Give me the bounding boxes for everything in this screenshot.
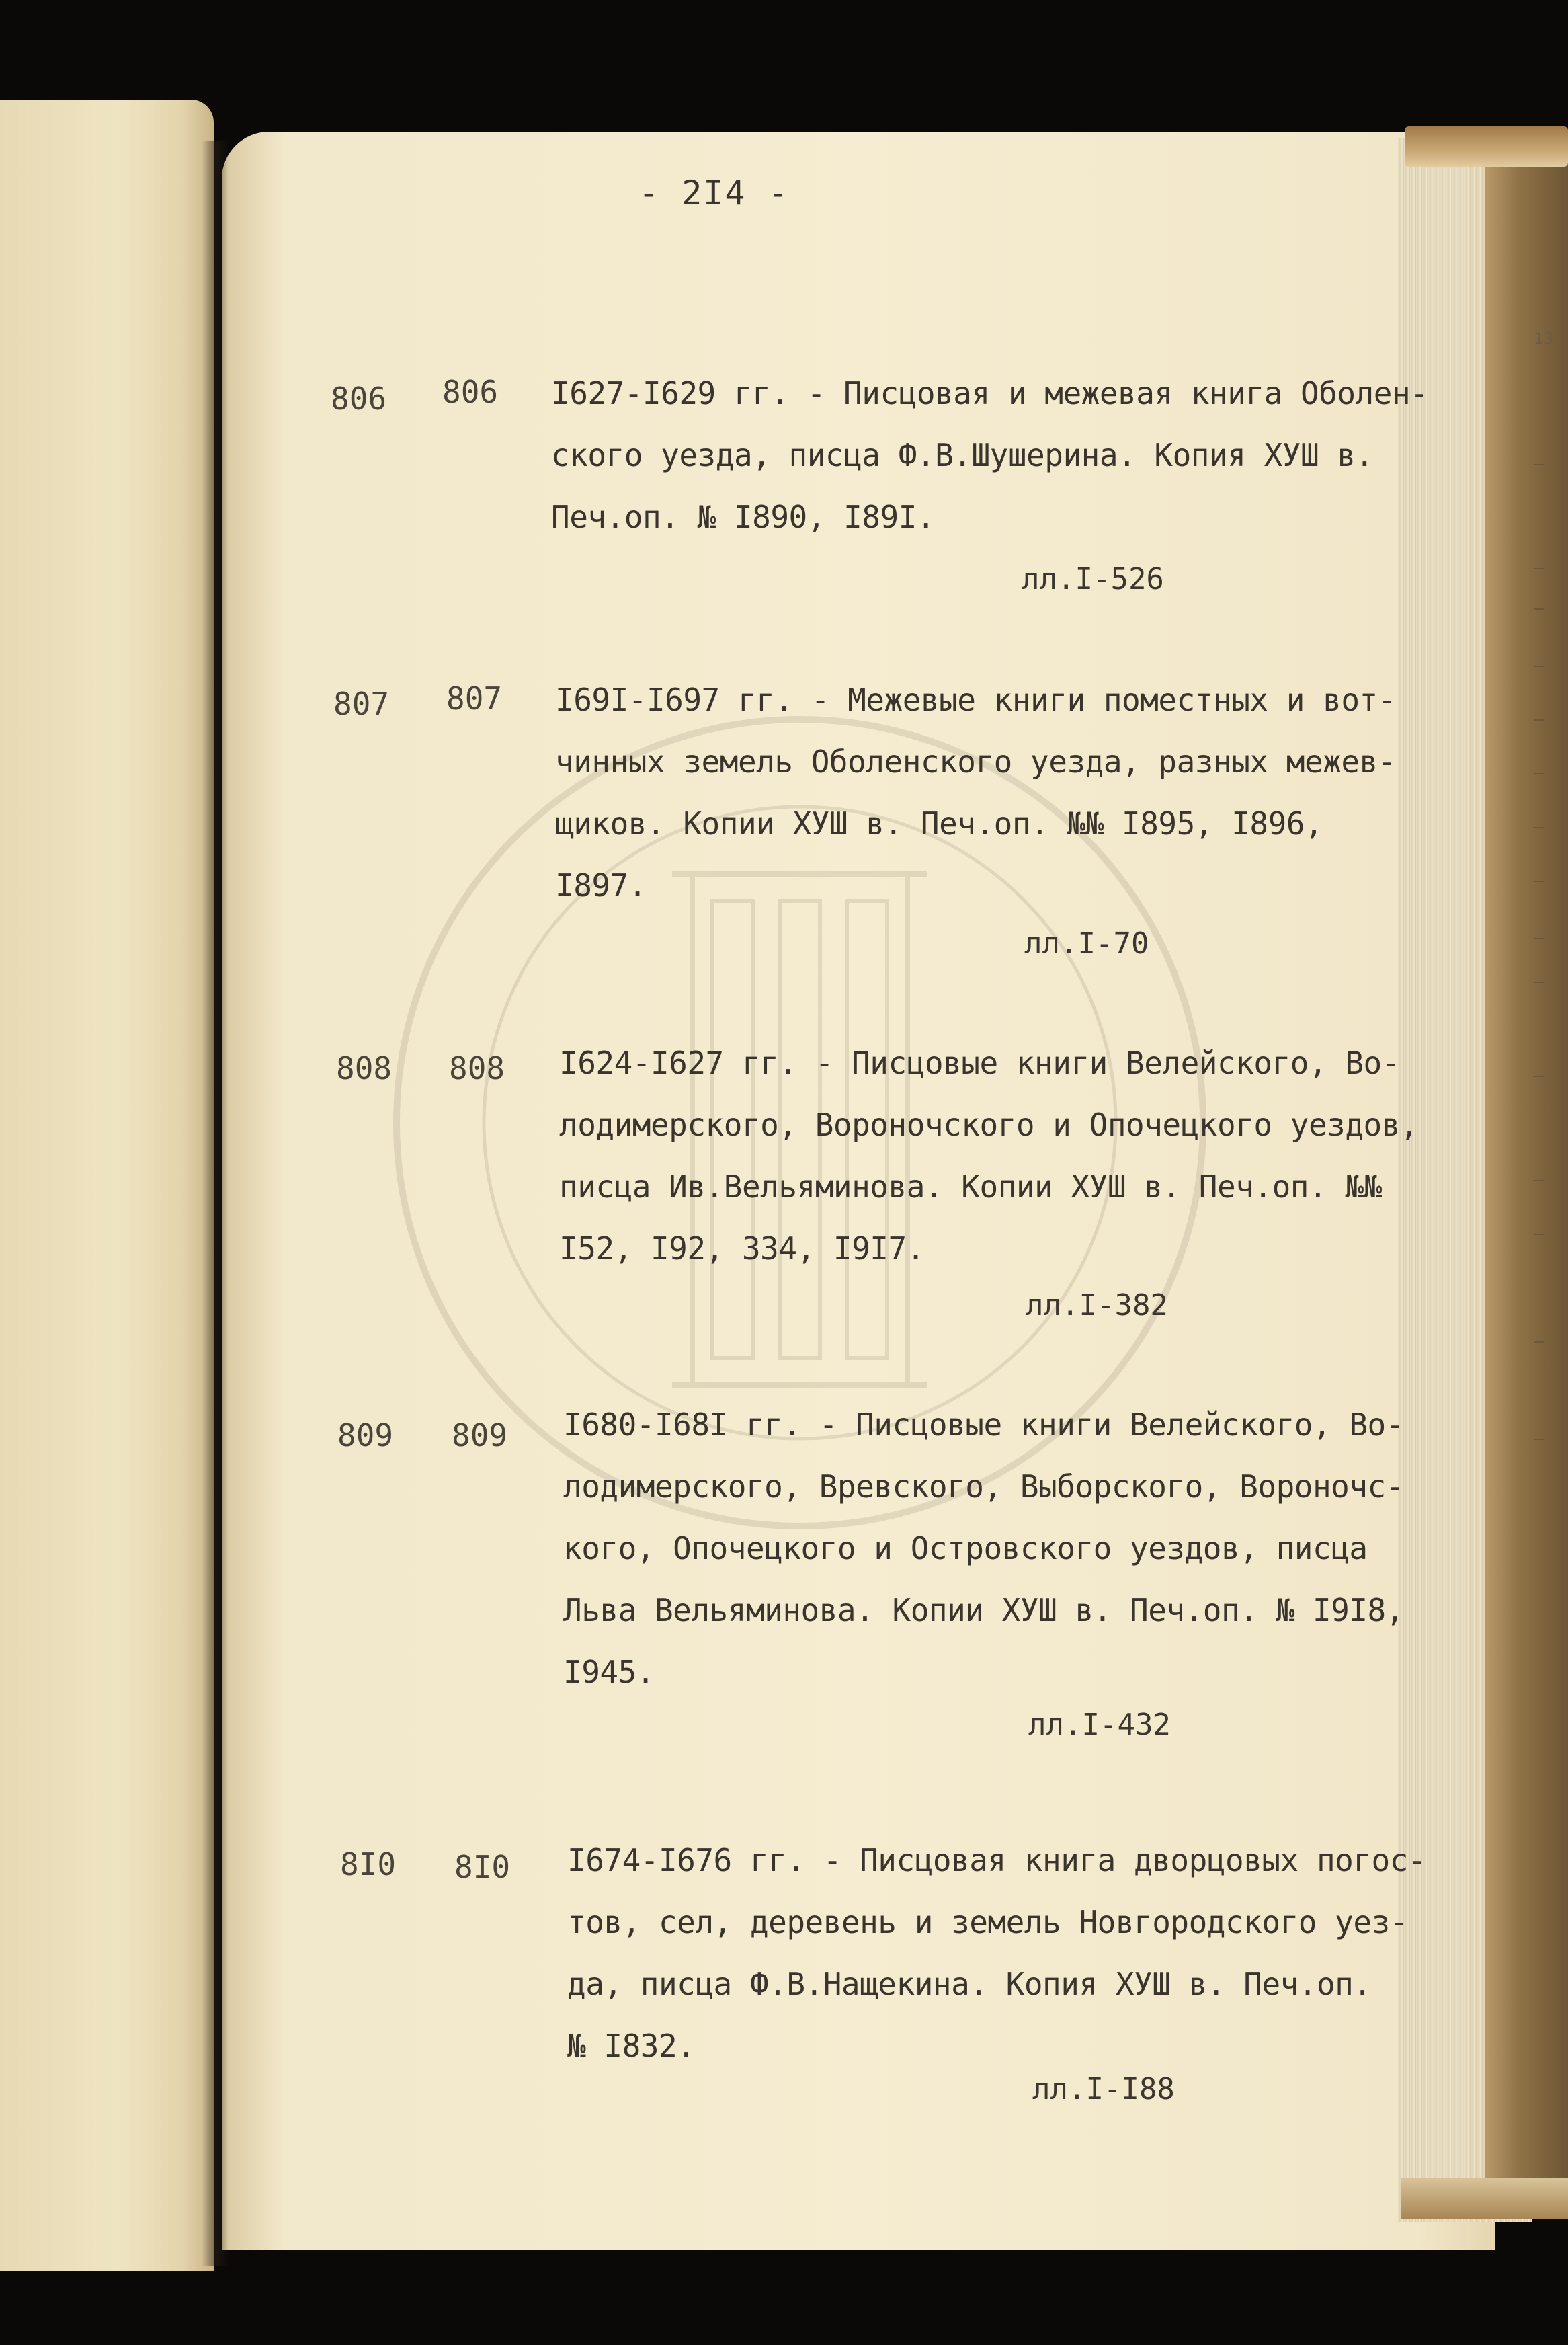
entry-text-line: I674-I676 гг. - Писцовая книга дворцовых погос-: [567, 1842, 1427, 1878]
entry-text-line: I627-I629 гг. - Писцовая и межевая книга Оболен-: [551, 375, 1429, 411]
entry-text-line: I52, I92, 334, I9I7.: [559, 1230, 925, 1267]
edge-tick: [1534, 1180, 1544, 1181]
entry-sheet-range: лл.I-382: [1026, 1288, 1168, 1322]
entry-sheet-range: лл.I-432: [1028, 1708, 1171, 1742]
entry-text-line: I945.: [563, 1654, 655, 1690]
edge-tick: [1534, 1076, 1544, 1077]
entry-text-line: да, писца Ф.В.Нащекина. Копия ХУШ в. Печ.оп.: [567, 1966, 1372, 2002]
edge-tick: [1534, 773, 1544, 774]
entry-new-number: 8I0: [454, 1849, 511, 1885]
edge-tick: [1534, 719, 1544, 721]
entry-text-line: I897.: [555, 867, 647, 904]
entry-sheet-range: лл.I-526: [1022, 562, 1164, 596]
entry-text-line: № I832.: [567, 2028, 696, 2064]
edge-tick: [1534, 1439, 1544, 1440]
entry-new-number: 808: [449, 1050, 505, 1086]
page-number: - 2I4 -: [638, 173, 790, 212]
entry-new-number: 806: [442, 374, 499, 410]
entry-old-number: 8I0: [340, 1846, 397, 1882]
book-cover-top: [1405, 126, 1568, 167]
edge-tick: [1534, 827, 1544, 828]
entry-old-number: 807: [333, 686, 390, 722]
entry-text-line: тов, сел, деревень и земель Новгородского уез-: [567, 1904, 1408, 1940]
book-cover-bottom: [1401, 2178, 1568, 2219]
entry-text-line: I69I-I697 гг. - Межевые книги поместных и вот-: [555, 682, 1396, 718]
entry-old-number: 808: [336, 1050, 393, 1086]
entry-text-line: кого, Опочецкого и Островского уездов, писца: [563, 1530, 1368, 1566]
entry-text-line: лодимерского, Вревского, Выборского, Вороночс-: [563, 1468, 1404, 1505]
entry-old-number: 809: [337, 1417, 394, 1454]
entry-text-line: I680-I68I гг. - Писцовые книги Велейского, Во-: [563, 1406, 1404, 1443]
edge-tick: [1534, 666, 1544, 667]
entry-new-number: 809: [452, 1417, 508, 1454]
entry-old-number: 806: [331, 381, 387, 417]
edge-tick: [1534, 881, 1544, 882]
entry-text-line: I624-I627 гг. - Писцовые книги Велейского, Во-: [559, 1045, 1400, 1081]
edge-tick: [1534, 608, 1544, 610]
edge-tick: [1534, 464, 1544, 465]
book-cover-edge: [1485, 134, 1568, 2212]
entry-text-line: щиков. Копии ХУШ в. Печ.оп. №№ I895, I896,: [555, 805, 1323, 842]
page-edge-label: 13: [1534, 331, 1553, 348]
entry-text-line: чинных земель Оболенского уезда, разных межев-: [555, 744, 1396, 780]
entry-text-line: Льва Вельяминова. Копии ХУШ в. Печ.оп. № I9I8,: [563, 1592, 1404, 1628]
book-gutter: [202, 141, 229, 2266]
entry-sheet-range: лл.I-70: [1024, 926, 1149, 961]
edge-tick: [1534, 982, 1544, 983]
entry-text-line: ского уезда, писца Ф.В.Шушерина. Копия ХУШ в.: [551, 437, 1374, 473]
entry-text-line: Печ.оп. № I890, I89I.: [551, 499, 936, 535]
left-page: [0, 100, 214, 2271]
edge-tick: [1534, 1234, 1544, 1235]
entry-text-line: писца Ив.Вельяминова. Копии ХУШ в. Печ.оп. №№: [559, 1168, 1382, 1205]
entry-sheet-range: лл.I-I88: [1032, 2072, 1175, 2106]
edge-tick: [1534, 568, 1544, 569]
edge-tick: [1534, 938, 1544, 939]
entry-new-number: 807: [446, 680, 503, 717]
edge-tick: [1534, 1341, 1544, 1343]
entry-text-line: лодимерского, Вороночского и Опочецкого уездов,: [559, 1107, 1419, 1143]
